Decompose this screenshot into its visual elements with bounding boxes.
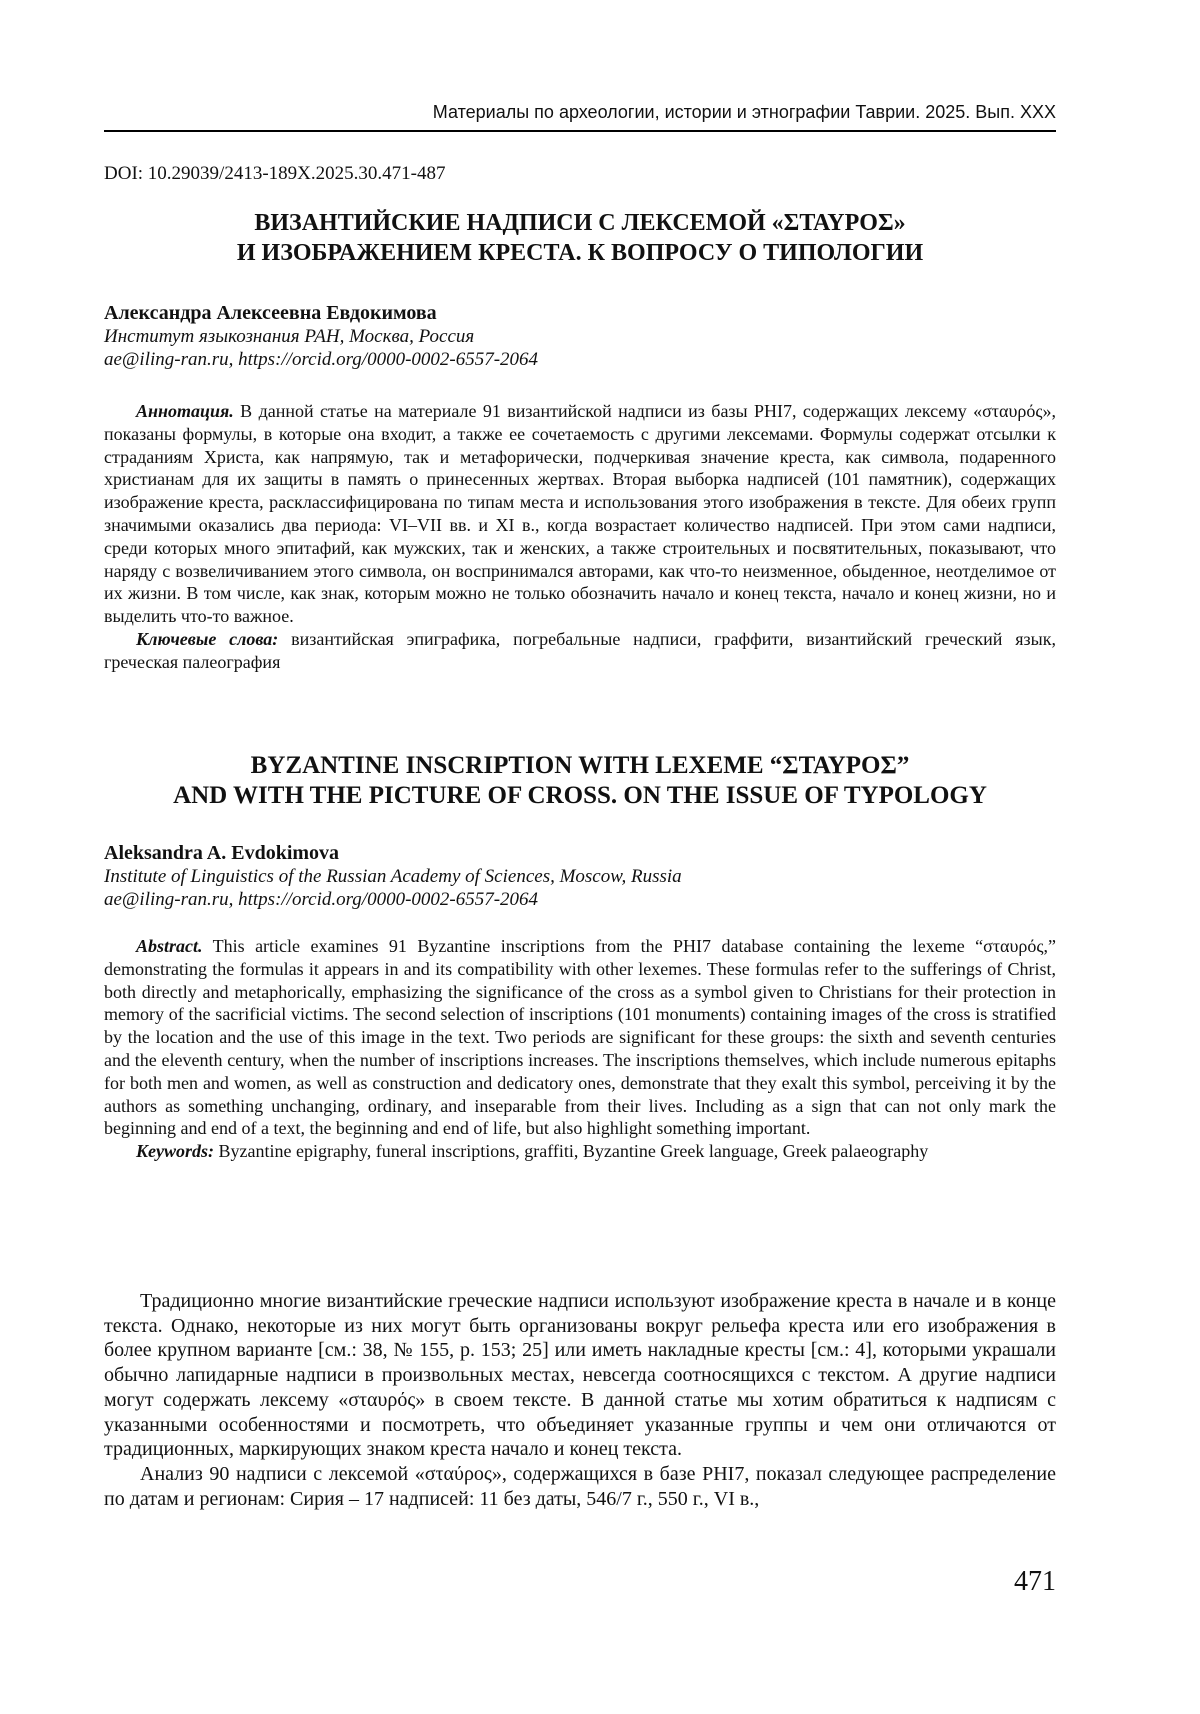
russian-keywords-paragraph bbox=[104, 628, 1056, 674]
english-author-block bbox=[104, 842, 1056, 911]
english-abstract-label: Abstract. bbox=[136, 936, 203, 956]
russian-author-name: Александра Алексеевна Евдокимова bbox=[104, 302, 437, 324]
english-keywords-paragraph bbox=[104, 1140, 1056, 1163]
english-keywords-text: Byzantine epigraphy, funeral inscriptions, graffiti, Byzantine Greek language, Greek palaeography bbox=[214, 1141, 929, 1162]
russian-affiliation: Институт языкознания РАН, Москва, Россия bbox=[104, 326, 475, 347]
english-abstract bbox=[104, 935, 1056, 1163]
russian-title bbox=[104, 208, 1056, 268]
russian-abstract-paragraph bbox=[104, 400, 1056, 628]
russian-keywords-text: византийская эпиграфика, погребальные надписи, граффити, византийский греческий язык, греческая палеография bbox=[104, 628, 1056, 672]
header-rule bbox=[104, 130, 1056, 132]
english-abstract-paragraph bbox=[104, 935, 1056, 1140]
russian-title-line-2: И ИЗОБРАЖЕНИЕМ КРЕСТА. К ВОПРОСУ О ТИПОЛОГИИ bbox=[236, 240, 924, 266]
russian-abstract-label: Аннотация. bbox=[136, 401, 234, 421]
russian-contact: ae@iling-ran.ru, https://orcid.org/0000-0002-6557-2064 bbox=[104, 349, 539, 370]
russian-abstract bbox=[104, 400, 1056, 674]
english-contact: ae@iling-ran.ru, https://orcid.org/0000-0002-6557-2064 bbox=[104, 889, 539, 910]
english-title-line-2: AND WITH THE PICTURE OF CROSS. ON THE ISSUE OF TYPOLOGY bbox=[173, 782, 987, 809]
english-affiliation: Institute of Linguistics of the Russian Academy of Sciences, Moscow, Russia bbox=[104, 866, 682, 887]
russian-keywords-label: Ключевые слова: bbox=[136, 628, 279, 649]
body-paragraph-2: Анализ 90 надписи с лексемой «σταύρος», содержащихся в базе PHI7, показал следующее распределение по датам и регионам: Сирия – 17 надписей: 11 без даты, 546/7 г., 550 г., VI в., bbox=[104, 1462, 1056, 1510]
page-number: 471 bbox=[1014, 1566, 1056, 1597]
english-title-line-1: BYZANTINE INSCRIPTION WITH LEXEME “ΣΤΑΥΡΟΣ” bbox=[250, 752, 910, 779]
russian-abstract-text: В данной статье на материале 91 византийской надписи из базы PHI7, содержащих лексему «σταυρός», показаны формулы, в которые она входит, а также ее сочетаемость с другими лексемами. Формулы содержат отсылки к страданиям Христа, как напрямую, так и метафорически, подчеркивая значение креста, как символа, подаренного христианам для их защиты в память о принесенных жертвах. Вторая выборка надписей (101 памятник), содержащих изображение креста, расклассифицирована по типам места и использования этого изображения в тексте. Для обеих групп значимыми оказались два периода: VI–VII вв. и XI в., когда возрастает количество надписей. При этом сами надписи, среди которых много эпитафий, как мужских, так и женских, а также строительных и посвятительных, показывают, что наряду с возвеличиванием этого символа, он воспринимался авторами, как что-то неизменное, обыденное, неотделимое от их жизни. В том числе, как знак, которым можно не только обозначить начало и конец текста, начало и конец жизни, но и выделить что-то важное. bbox=[104, 401, 1056, 627]
doi: DOI: 10.29039/2413-189X.2025.30.471-487 bbox=[104, 163, 446, 184]
running-header: Материалы по археологии, истории и этнографии Таврии. 2025. Вып. XXX bbox=[432, 102, 1056, 122]
russian-author-block bbox=[104, 302, 1056, 371]
body-paragraph-1: Традиционно многие византийские греческие надписи используют изображение креста в начале и в конце текста. Однако, некоторые из них могут быть организованы вокруг рельефа креста или его изображения в более крупном варианте [см.: 38, № 155, p. 153; 25] или иметь накладные кресты [см.: 4], которыми украшали обычно лапидарные надписи в произвольных местах, невсегда соотносящихся с текстом. А другие надписи могут содержать лексему «σταυρός» в своем тексте. В данной статье мы хотим обратиться к надписям с указанными особенностями и посмотреть, что объединяет указанные группы и чем они отличаются от традиционных, маркирующих знаком креста начало и конец текста. bbox=[104, 1290, 1056, 1461]
article-body bbox=[104, 1289, 1056, 1511]
english-abstract-text: This article examines 91 Byzantine inscriptions from the PHI7 database containing the lexeme “σταυρός,” demonstrating the formulas it appears in and its compatibility with other lexemes. These formulas refer to the sufferings of Christ, both directly and metaphorically, emphasizing the significance of the cross as a symbol given to Christians for their protection in memory of the sacrificial victims. The second selection of inscriptions (101 monuments) containing images of the cross is stratified by the location and the use of this image in the text. Two periods are significant for these groups: the sixth and seventh centuries and the eleventh century, when the number of inscriptions increases. The inscriptions themselves, which include numerous epitaphs for both men and women, as well as construction and dedicatory ones, demonstrate that they exalt this symbol, perceiving it by the authors as something unchanging, ordinary, and inseparable from their lives. Including as a sign that can not only mark the beginning and end of a text, the beginning and end of life, but also highlight something important. bbox=[104, 936, 1056, 1139]
english-title bbox=[104, 751, 1056, 811]
english-author-name: Aleksandra A. Evdokimova bbox=[104, 842, 340, 864]
english-keywords-label: Keywords: bbox=[136, 1141, 214, 1162]
russian-title-line-1: ВИЗАНТИЙСКИЕ НАДПИСИ С ЛЕКСЕМОЙ «ΣΤΑΥΡΟΣ» bbox=[254, 210, 906, 236]
